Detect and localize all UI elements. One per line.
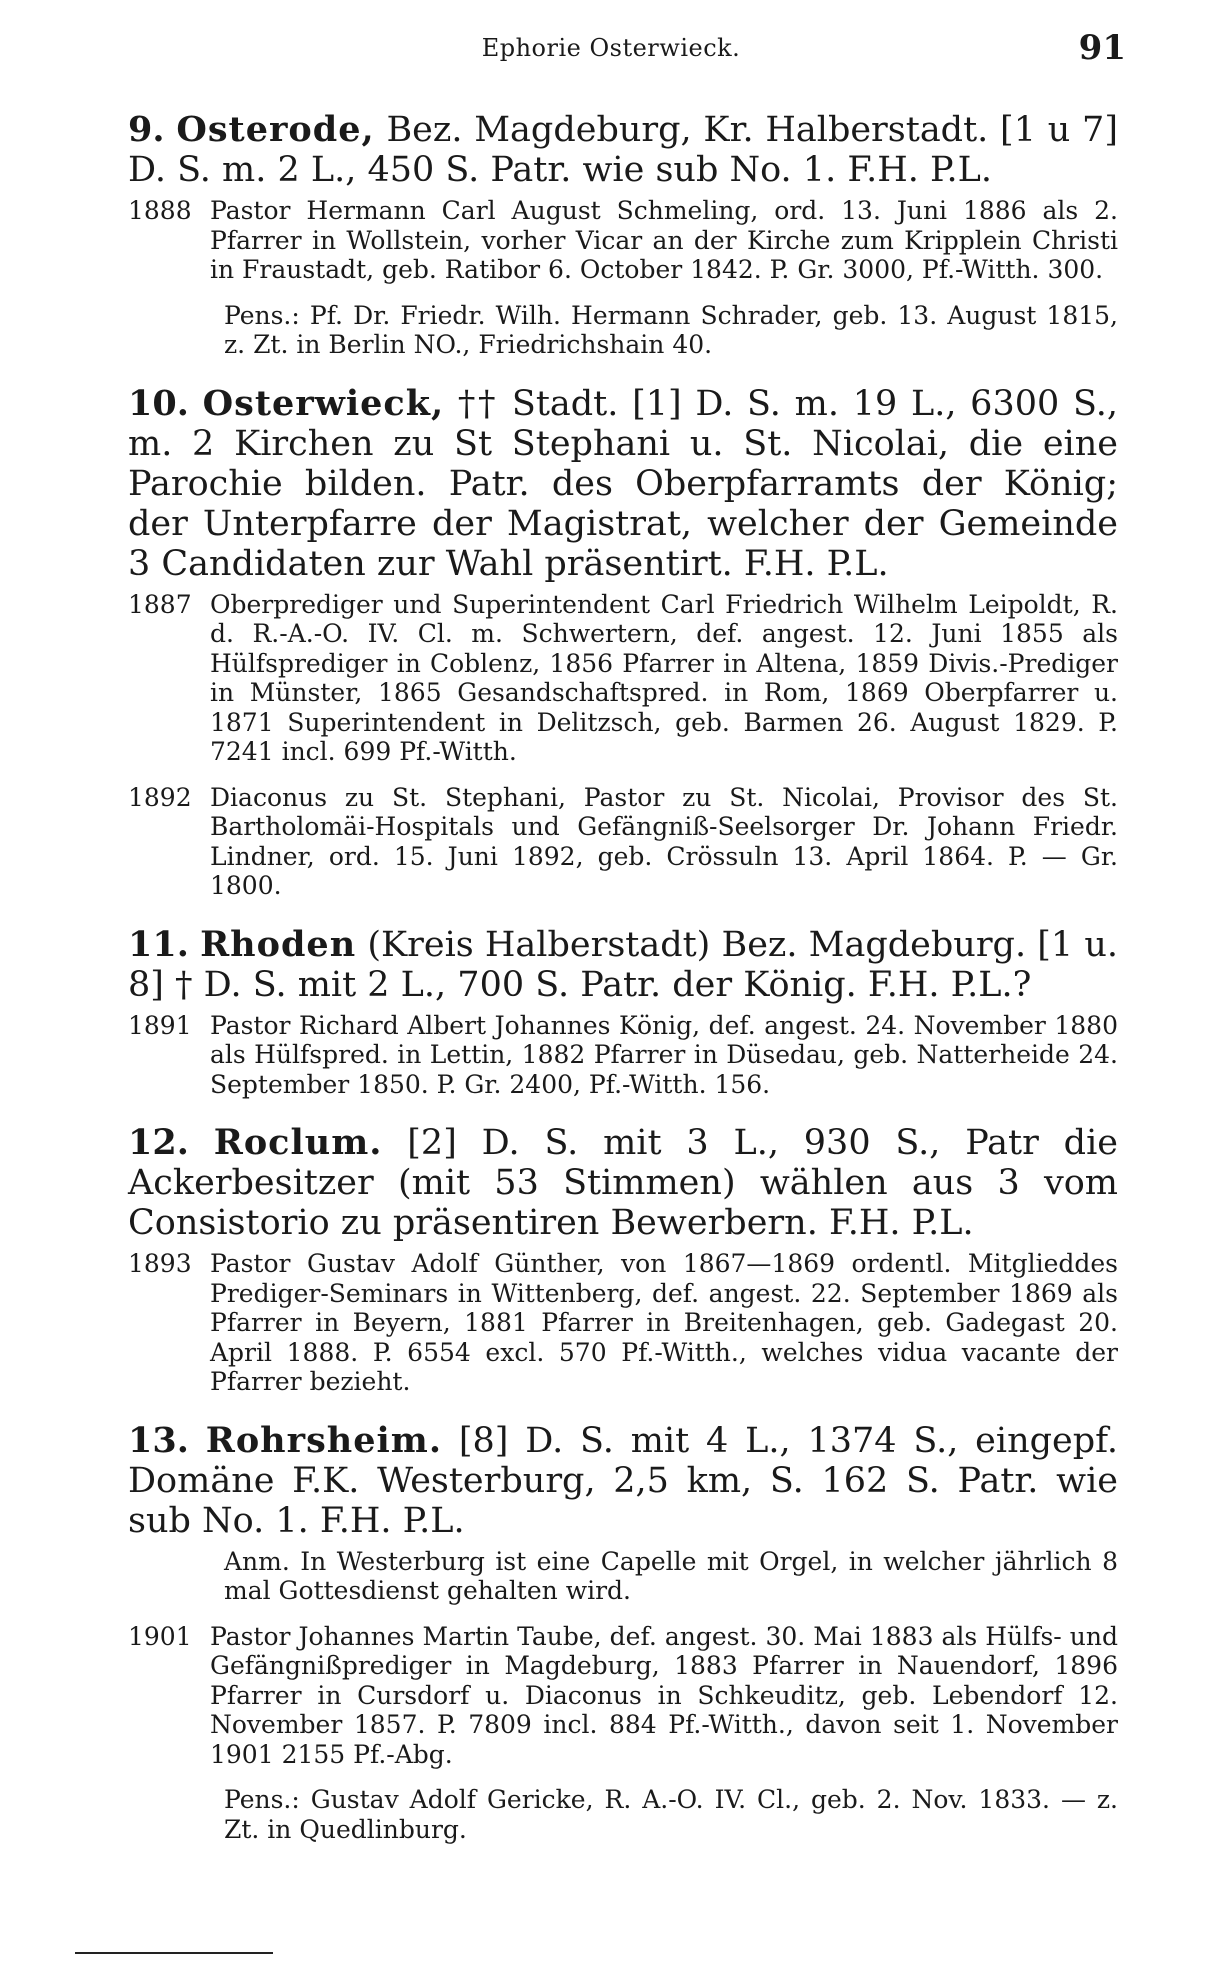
entry-text: Oberprediger und Superintendent Carl Friedrich Wilhelm Leipoldt, R. d. R.-A.-O. IV. Cl. m. Schwertern, def. angest. 12. Juni 1855 als Hülfsprediger in Coblenz, 1856 Pfarrer in Altena, 1859 Divis.-Prediger in Münster, 1865 Gesandschaftspred. in Rom, 1869 Oberpfarrer u. 1871 Superintendent in Delitzsch, geb. Barmen 26. August 1829. P. 7241 incl. 699 Pf.-Witth. [210, 589, 1118, 766]
section-heading [128, 384, 1118, 584]
section-details: (Kreis Halberstadt) Bez. Magdeburg. [1 u. 8] † D. S. mit 2 L., 700 S. Patr. der König. F.H. P.L.? [128, 924, 1118, 1005]
section-details: †† Stadt. [1] D. S. m. 19 L., 6300 S., m. 2 Kirchen zu St Stephani u. St. Nicolai, die eine Parochie bilden. Patr. des Oberpfarramts der König; der Unterpfarre der Magistrat, welcher der Gemeinde 3 Candidaten zur Wahl präsentirt. F.H. P.L. [128, 383, 1118, 584]
entry-year: 1888 [128, 196, 192, 225]
parish-entry-osterode [128, 110, 1118, 360]
place-name: Rohrsheim. [205, 1419, 443, 1461]
place-name: Rhoden [200, 923, 357, 965]
section-details: Bez. Magdeburg, Kr. Halberstadt. [1 u 7] D. S. m. 2 L., 450 S. Patr. wie sub No. 1. F.H. P.L. [128, 110, 1118, 190]
section-details: [2] D. S. mit 3 L., 930 S., Patr die Ackerbesitzer (mit 53 Stimmen) wählen aus 3 vom Consistorio zu präsentiren Bewerbern. F.H. P.L. [128, 1123, 1118, 1243]
entry-text: Pastor Hermann Carl August Schmeling, ord. 13. Juni 1886 als 2. Pfarrer in Wollstein, vorher Vicar an der Kirche zum Kripplein Christi in Fraustadt, geb. Ratibor 6. October 1842. P. Gr. 3000, Pf.-Witth. 300. [210, 196, 1118, 284]
parish-entry-rhoden [128, 925, 1118, 1100]
pastor-entry [128, 590, 1118, 767]
section-heading [128, 1421, 1118, 1541]
entry-year: 1887 [128, 589, 192, 619]
running-title: Ephorie Osterwieck. [481, 34, 741, 62]
entry-year: 1892 [128, 782, 192, 812]
pastor-entry [128, 1249, 1118, 1397]
parish-entry-roclum [128, 1123, 1118, 1397]
pastor-entry [128, 783, 1118, 901]
entry-text: Diaconus zu St. Stephani, Pastor zu St. Nicolai, Provisor des St. Bartholomäi-Hospitals und Gefängniß-Seelsorger Dr. Johann Friedr. Lindner, ord. 15. Juni 1892, geb. Crössuln 13. April 1864. P. — Gr. 1800. [210, 782, 1118, 900]
pastor-entry [128, 1011, 1118, 1100]
place-name: Roclum. [213, 1122, 383, 1163]
section-heading [128, 110, 1118, 190]
parish-entry-osterwieck [128, 384, 1118, 901]
entry-text: Anm. In Westerburg ist eine Capelle mit Orgel, in welcher jährlich 8 mal Gottesdienst gehalten wird. [224, 1546, 1118, 1605]
place-name: Osterwieck, [202, 382, 445, 424]
section-number: 10. [128, 382, 189, 424]
entry-year: 1901 [128, 1621, 192, 1651]
entry-text: Pastor Johannes Martin Taube, def. angest. 30. Mai 1883 als Hülfs- und Gefängnißprediger in Magdeburg, 1883 Pfarrer in Nauendorf, 1896 Pfarrer in Cursdorf u. Diaconus in Schkeuditz, geb. Lebendorf 12. November 1857. P. 7809 incl. 884 Pf.-Witth., davon seit 1. November 1901 2155 Pf.-Abg. [210, 1621, 1118, 1769]
pension-entry [128, 1785, 1118, 1844]
annotation-note [128, 1547, 1118, 1606]
section-number: 12. [128, 1122, 189, 1163]
pension-entry [128, 301, 1118, 360]
entry-text: Pens.: Pf. Dr. Friedr. Wilh. Hermann Schrader, geb. 13. August 1815, z. Zt. in Berlin NO., Friedrichshain 40. [224, 300, 1118, 359]
entry-text: Pastor Gustav Adolf Günther, von 1867—1869 ordentl. Mitglieddes Prediger-Seminars in Wittenberg, def. angest. 22. September 1869 als Pfarrer in Beyern, 1881 Pfarrer in Breitenhagen, geb. Gadegast 20. April 1888. P. 6554 excl. 570 Pf.-Witth., welches vidua vacante der Pfarrer bezieht. [210, 1249, 1118, 1396]
place-name: Osterode, [176, 109, 375, 150]
section-details: [8] D. S. mit 4 L., 1374 S., eingepf. Domäne F.K. Westerburg, 2,5 km, S. 162 S. Patr. wie sub No. 1. F.H. P.L. [128, 1420, 1118, 1541]
section-number: 13. [128, 1419, 189, 1461]
page-number: 91 [1078, 28, 1126, 68]
footnote-rule [75, 1952, 273, 1954]
entry-text: Pastor Richard Albert Johannes König, def. angest. 24. November 1880 als Hülfspred. in Lettin, 1882 Pfarrer in Düsedau, geb. Natterheide 24. September 1850. P. Gr. 2400, Pf.-Witth. 156. [210, 1010, 1118, 1099]
pastor-entry [128, 196, 1118, 285]
section-heading [128, 1123, 1118, 1243]
entry-text: Pens.: Gustav Adolf Gericke, R. A.-O. IV. Cl., geb. 2. Nov. 1833. — z. Zt. in Quedlinburg. [224, 1785, 1118, 1844]
page-body [128, 110, 1118, 1844]
section-number: 9. [128, 109, 165, 150]
entry-year: 1893 [128, 1249, 192, 1278]
section-number: 11. [128, 923, 189, 965]
section-heading [128, 925, 1118, 1005]
running-head [0, 28, 1222, 68]
parish-entry-rohrsheim [128, 1421, 1118, 1845]
entry-year: 1891 [128, 1010, 192, 1040]
pastor-entry [128, 1622, 1118, 1770]
